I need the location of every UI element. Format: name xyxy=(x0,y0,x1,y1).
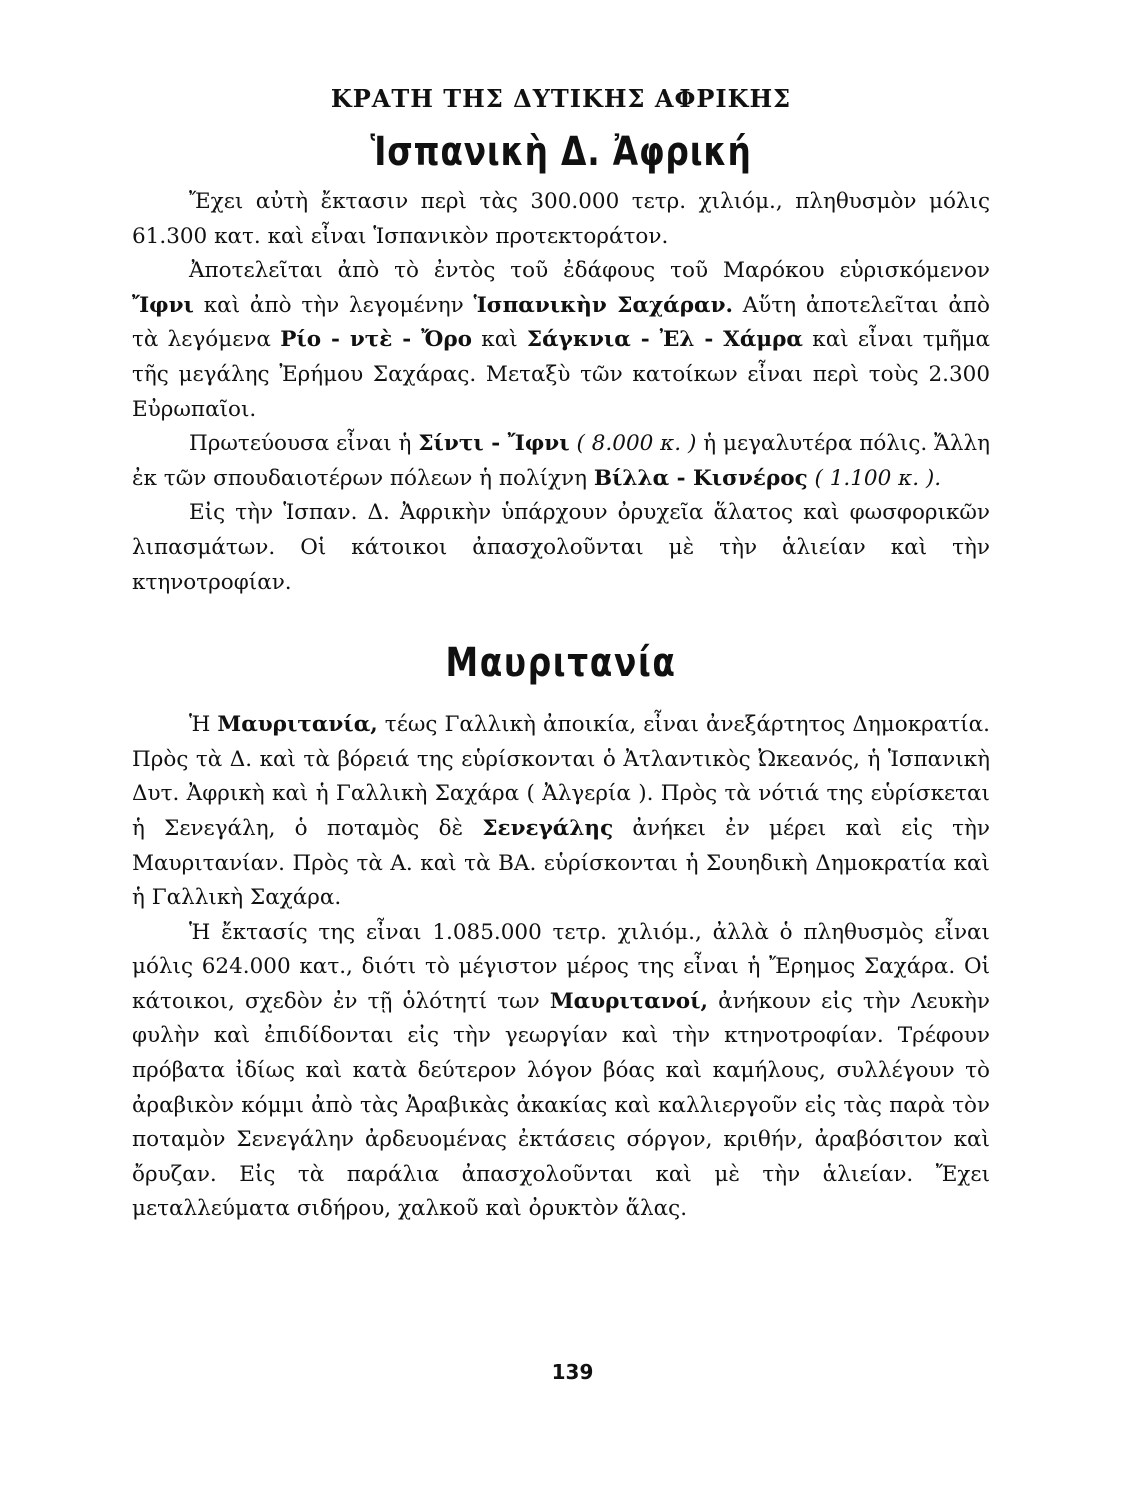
paragraph: Πρωτεύουσα εἶναι ἡ Σίντι - Ἴφνι ( 8.000 κ. ) ἡ μεγαλυτέρα πόλις. Ἄλλη ἐκ τῶν σπουδαιοτέρων πόλεων ἡ πολίχνη Βίλλα - Κισνέρος ( 1.100 κ. ). xyxy=(132,431,990,491)
bold-term: Σάγκνια - Ἐλ - Χάμρα xyxy=(526,327,803,353)
italic-note: ( 1.100 κ. ). xyxy=(814,465,942,491)
section-title-mauritania: Μαυριτανία xyxy=(445,640,677,687)
page-content xyxy=(132,84,990,1227)
page-number: 139 xyxy=(551,1360,594,1384)
bold-term: Σενεγάλης xyxy=(482,815,614,841)
paragraph: Ἡ ἔκτασίς της εἶναι 1.085.000 τετρ. χιλιόμ., ἀλλὰ ὁ πληθυσμὸς εἶναι μόλις 624.000 κατ., διότι τὸ μέγιστον μέρος της εἶναι ἡ Ἔρημος Σαχάρα. Οἱ κάτοικοι, σχεδὸν ἐν τῇ ὁλότητί των Μαυριτανοί, ἀνήκουν εἰς τὴν Λευκὴν φυλὴν καὶ ἐπιδίδονται εἰς τὴν γεωργίαν καὶ τὴν κτηνοτροφίαν. Τρέφουν πρόβατα ἰδίως καὶ κατὰ δεύτερον λόγον βόας καὶ καμήλους, συλλέγουν τὸ ἀραβικὸν κόμμι ἀπὸ τὰς Ἀραβικὰς ἀκακίας καὶ καλλιεργοῦν εἰς τὰς παρὰ τὸν ποταμὸν Σενεγάλην ἀρδευομένας ἐκτάσεις σόργον, κριθήν, ἀραβόσιτον καὶ ὄρυζαν. Εἰς τὰ παράλια ἀπασχολοῦνται καὶ μὲ τὴν ἁλιείαν. Ἔχει μεταλλεύματα σιδήρου, χαλκοῦ καὶ ὀρυκτὸν ἅλας. xyxy=(132,919,990,1222)
section-title-spanish-west-africa: Ἱσπανικὴ Δ. Ἀφρική xyxy=(370,129,752,175)
bold-term: Βίλλα - Κισνέρος xyxy=(593,465,808,491)
bold-term: Μαυριτανία, xyxy=(217,712,378,738)
bold-term: Σίντι - Ἴφνι xyxy=(418,431,570,457)
bold-term: Ρίο - ντὲ - Ὄρο xyxy=(280,327,472,353)
paragraph: Εἰς τὴν Ἱσπαν. Δ. Ἀφρικὴν ὑπάρχουν ὀρυχεῖα ἅλατος καὶ φωσφορικῶν λιπασμάτων. Οἱ κάτοικοι ἀπασχολοῦνται μὲ τὴν ἁλιείαν καὶ τὴν κτηνοτροφίαν. xyxy=(132,500,990,595)
bold-term: Ἱσπανικὴν Σαχάραν. xyxy=(473,292,733,318)
paragraph: Ἔχει αὐτὴ ἔκτασιν περὶ τὰς 300.000 τετρ. χιλιόμ., πληθυσμὸν μόλις 61.300 κατ. καὶ εἶναι Ἱσπανικὸν προτεκτοράτον. xyxy=(132,189,990,249)
running-head: ΚΡΑΤΗ ΤΗΣ ΔΥΤΙΚΗΣ ΑΦΡΙΚΗΣ xyxy=(330,84,792,113)
italic-note: ( 8.000 κ. ) xyxy=(576,431,697,457)
bold-term: Ἴφνι xyxy=(132,292,194,318)
bold-term: Μαυριτανοί, xyxy=(549,988,708,1014)
paragraph: Ἡ Μαυριτανία, τέως Γαλλικὴ ἀποικία, εἶναι ἀνεξάρτητος Δημοκρατία. Πρὸς τὰ Δ. καὶ τὰ βόρειά της εὑρίσκονται ὁ Ἀτλαντικὸς Ὠκεανός, ἡ Ἱσπανικὴ Δυτ. Ἀφρικὴ καὶ ἡ Γαλλικὴ Σαχάρα ( Ἀλγερία ). Πρὸς τὰ νότιά της εὑρίσκεται ἡ Σενεγάλη, ὁ ποταμὸς δὲ Σενεγάλης ἀνήκει ἐν μέρει καὶ εἰς τὴν Μαυριτανίαν. Πρὸς τὰ Α. καὶ τὰ ΒΑ. εὑρίσκονται ἡ Σουηδικὴ Δημοκρατία καὶ ἡ Γαλλικὴ Σαχάρα. xyxy=(132,712,991,911)
paragraph: Ἀποτελεῖται ἀπὸ τὸ ἐντὸς τοῦ ἐδάφους τοῦ Μαρόκου εὑρισκόμενον Ἴφνι καὶ ἀπὸ τὴν λεγομένην Ἱσπανικὴν Σαχάραν. Αὕτη ἀποτελεῖται ἀπὸ τὰ λεγόμενα Ρίο - ντὲ - Ὄρο καὶ Σάγκνια - Ἐλ - Χάμρα καὶ εἶναι τμῆμα τῆς μεγάλης Ἐρήμου Σαχάρας. Μεταξὺ τῶν κατοίκων εἶναι περὶ τοὺς 2.300 Εὐρωπαῖοι. xyxy=(132,258,991,422)
